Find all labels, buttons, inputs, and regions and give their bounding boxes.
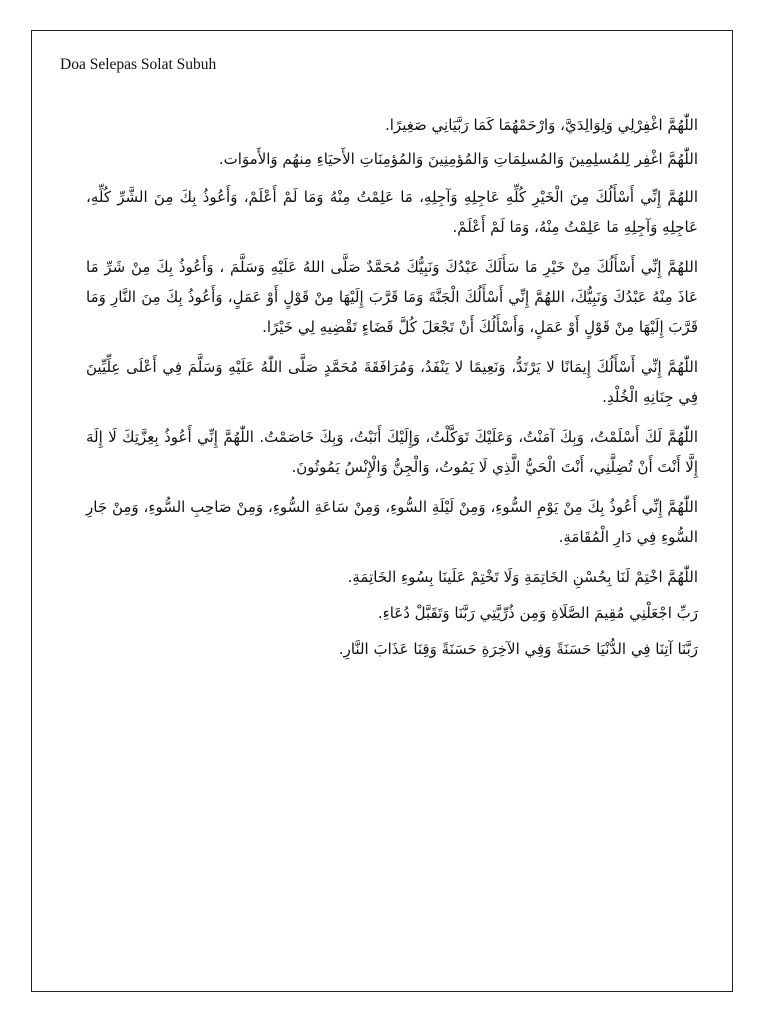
document-title: Doa Selepas Solat Subuh: [60, 56, 217, 73]
prayer-paragraph-6: اللّٰهُمَّ لَكَ أَسْلَمْتُ، وَبِكَ آمَنْتُ، وَعَلَيْكَ تَوَكَّلْتُ، وَإِلَيْكَ أَنَبْتُ، وَبِكَ خَاصَمْتُ. اللّٰهُمَّ إِنِّي أَعُوذُ بِعِزَّتِكَ لَا إِلَهَ إِلَّا أَنْتَ أَنْ تُضِلَّنِي، أَنْتَ الْحَيُّ الَّذِي لَا يَمُوتُ، وَالْجِنُّ وَالْإِنْسُ يَمُوتُونَ.: [86, 428, 698, 476]
document-body: [86, 110, 698, 674]
prayer-paragraph-8: اللّٰهُمَّ اخْتِمْ لَنَا بِحُسْنِ الخَاتِمَةِ وَلَا تَخْتِمْ عَلَينَا بِسُوءِ الخَاتِمَةِ.: [347, 568, 698, 586]
prayer-paragraph-10: رَبَّنَا آتِنَا فِي الدُّنْيَا حَسَنَةً وَفِي الآخِرَةِ حَسَنَةً وَقِنَا عَذَابَ النَّارِ.: [338, 640, 698, 658]
prayer-paragraph-1: اللّٰهُمَّ اغْفِرْلِي وَلِوَالِدَيَّ، وَارْحَمْهُمَا كَمَا رَبَّيَانِي صَغِيرًا.: [385, 116, 698, 134]
prayer-paragraph-7: اللّٰهُمَّ إِنِّي أَعُوذُ بِكَ مِنْ يَوْمِ السُّوءِ، وَمِنْ لَيْلَةِ السُّوءِ، وَمِنْ سَاعَةِ السُّوءِ، وَمِنْ صَاحِبِ السُّوءِ، وَمِنْ جَارِ السُّوءِ فِي دَارِ الْمُقَامَةِ.: [86, 498, 698, 546]
prayer-paragraph-2: اللّٰهُمَّ اغْفِر لِلمُسلِمِينَ وَالمُسلِمَاتِ وَالمُؤمِنِينَ وَالمُؤمِنَاتِ الأَحيَاءِ مِنهُم وَالأَموَات.: [218, 150, 698, 168]
prayer-paragraph-3: اللهُمَّ إِنِّي أَسْأَلُكَ مِنَ الْخَيْرِ كُلِّهِ عَاجِلِهِ وَآجِلِهِ، مَا عَلِمْتُ مِنْهُ وَمَا لَمْ أَعْلَمْ، وَأَعُوذُ بِكَ مِنَ الشَّرِّ كُلِّهِ، عَاجِلِهِ وَآجِلِهِ مَا عَلِمْتُ مِنْهُ، وَمَا لَمْ أَعْلَمْ.: [86, 188, 698, 236]
prayer-paragraph-5: اللّٰهُمَّ إِنِّي أَسْأَلُكَ إِيمَانًا لا يَرْتَدُّ، وَنَعِيمًا لا يَنْفَدُ، وَمُرَافَقَةَ مُحَمَّدٍ صَلَّى اللّٰهُ عَلَيْهِ وَسَلَّمَ فِي أَعْلَى عِلِّيِّينَ فِي جِنَانِهِ الْخُلْدِ.: [86, 358, 698, 406]
prayer-paragraph-9: رَبِّ اجْعَلْنِي مُقِيمَ الصَّلَاةِ وَمِن ذُرِّيَّتِي رَبَّنَا وَتَقَبَّلْ دُعَاءِ.: [377, 604, 698, 622]
prayer-paragraph-4: اللهُمَّ إِنِّي أَسْأَلُكَ مِنْ خَيْرِ مَا سَأَلَكَ عَبْدُكَ وَنَبِيُّكَ مُحَمَّدٌ صَلَّى اللهُ عَلَيْهِ وَسَلَّمَ ، وَأَعُوذُ بِكَ مِنْ شَرِّ مَا عَاذَ مِنْهُ عَبْدُكَ وَنَبِيُّكَ، اللهُمَّ إِنِّي أَسْأَلُكَ الْجَنَّةَ وَمَا قَرَّبَ إِلَيْهَا مِنْ قَوْلٍ أَوْ عَمَلٍ، وَأَعُوذُ بِكَ مِنَ النَّارِ وَمَا قَرَّبَ إِلَيْهَا مِنْ قَوْلٍ أَوْ عَمَلٍ، وَأَسْأَلُكَ أَنْ تَجْعَلَ كُلَّ قَضَاءٍ تَقْضِيهِ لِي خَيْرًا.: [86, 258, 698, 336]
